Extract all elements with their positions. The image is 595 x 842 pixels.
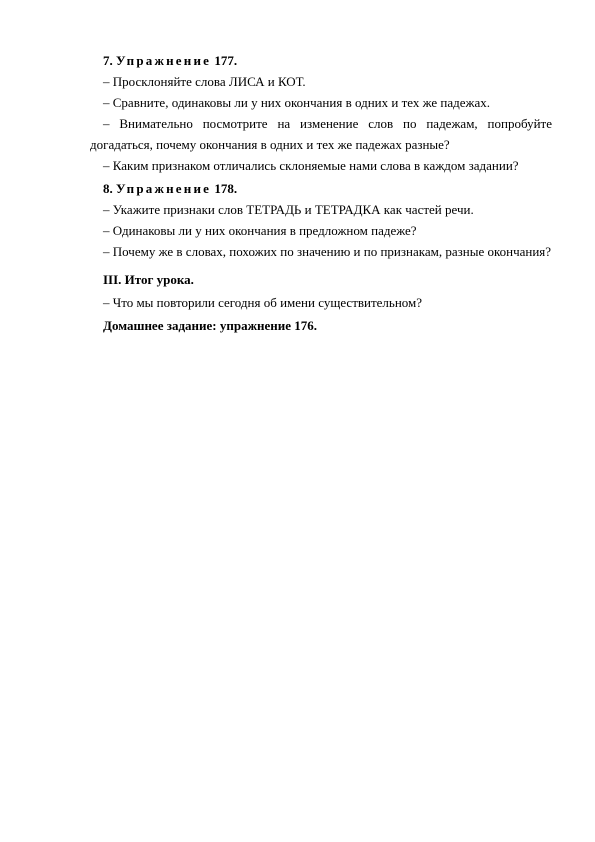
exercise-8-word: Упражнение (116, 181, 212, 196)
exercise-7-number: 7. (103, 53, 113, 68)
exercise-8-heading (90, 178, 552, 199)
homework-line: Домашнее задание: упражнение 176. (103, 318, 318, 333)
exercise-8-item-2: – Одинаковы ли у них окончания в предложном падеже? (103, 223, 417, 238)
exercise-7-item-4: – Каким признаком отличались склоняемые нами слова в каждом задании? (103, 158, 519, 173)
exercise-7-heading (90, 50, 552, 71)
exercise-7-word: Упражнение (116, 53, 212, 68)
document-body (90, 50, 552, 336)
exercise-7-item-3: – Внимательно посмотрите на изменение слов по падежам, попробуйте догадаться, почему окончания в одних и тех же падежах разные? (90, 116, 552, 152)
summary-question: – Что мы повторили сегодня об имени существительном? (103, 295, 423, 310)
exercise-8-number: 8. (103, 181, 113, 196)
exercise-8-item-3: – Почему же в словах, похожих по значению и по признакам, разные окончания? (103, 244, 552, 259)
exercise-7-num: 177. (214, 53, 238, 68)
exercise-8-item-1: – Укажите признаки слов ТЕТРАДЬ и ТЕТРАДКА как частей речи. (103, 202, 474, 217)
exercise-7-item-1: – Просклоняйте слова ЛИСА и КОТ. (103, 74, 306, 89)
exercise-8-num: 178. (214, 181, 238, 196)
exercise-7-item-2: – Сравните, одинаковы ли у них окончания в одних и тех же падежах. (103, 95, 491, 110)
summary-title: III. Итог урока. (103, 272, 194, 287)
